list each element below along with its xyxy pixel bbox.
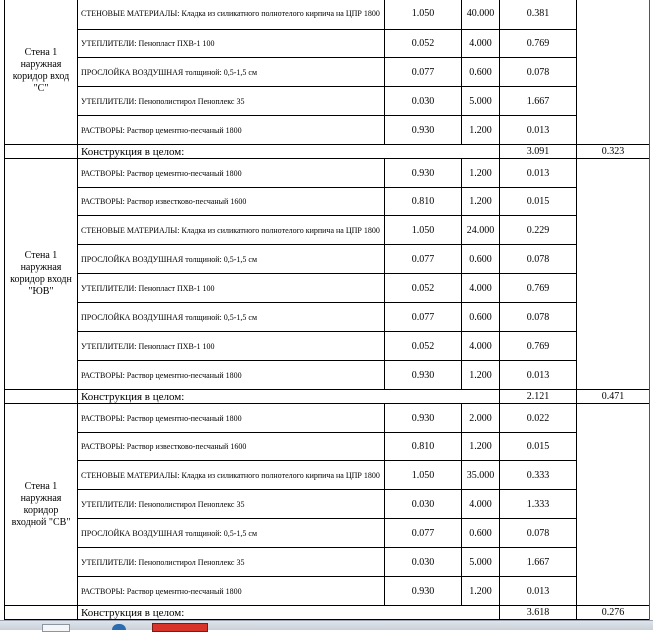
total-u-value: 0.323 <box>577 145 650 159</box>
resistance-value: 0.013 <box>500 116 577 145</box>
total-resistance: 2.121 <box>500 390 577 404</box>
table-row <box>5 461 650 490</box>
thickness-value: 1.200 <box>462 433 500 461</box>
table-row <box>5 332 650 361</box>
table-row <box>5 30 650 58</box>
taskbar-button[interactable] <box>42 624 70 632</box>
material-name: УТЕПЛИТЕЛИ: Пенопласт ПХВ-1 100 <box>78 30 385 58</box>
total-u-value: 0.276 <box>577 606 650 620</box>
conductivity-value: 0.052 <box>385 274 462 303</box>
material-name: УТЕПЛИТЕЛИ: Пенополистирол Пеноплекс 35 <box>78 548 385 577</box>
browser-icon[interactable] <box>112 624 126 630</box>
material-name: СТЕНОВЫЕ МАТЕРИАЛЫ: Кладка из силикатного полнотелого кирпича на ЦПР 1800 <box>78 0 385 30</box>
table-row <box>5 577 650 606</box>
resistance-value: 1.333 <box>500 490 577 519</box>
conductivity-value: 0.077 <box>385 303 462 332</box>
taskbar-app-icon[interactable] <box>152 623 208 632</box>
conductivity-value: 0.052 <box>385 332 462 361</box>
thermal-resistance-table <box>4 0 650 620</box>
material-name: УТЕПЛИТЕЛИ: Пенопласт ПХВ-1 100 <box>78 332 385 361</box>
thickness-value: 1.200 <box>462 159 500 188</box>
table-row <box>5 159 650 188</box>
resistance-value: 0.078 <box>500 303 577 332</box>
material-name: ПРОСЛОЙКА ВОЗДУШНАЯ толщиной: 0,5-1,5 см <box>78 245 385 274</box>
resistance-value: 0.015 <box>500 433 577 461</box>
resistance-value: 0.769 <box>500 30 577 58</box>
material-name: РАСТВОРЫ: Раствор цементно-песчаный 1800 <box>78 404 385 433</box>
table-row <box>5 188 650 216</box>
table-row <box>5 245 650 274</box>
thickness-value: 4.000 <box>462 332 500 361</box>
conductivity-value: 0.052 <box>385 30 462 58</box>
total-row <box>5 390 650 404</box>
thickness-value: 0.600 <box>462 245 500 274</box>
resistance-value: 0.015 <box>500 188 577 216</box>
material-name: РАСТВОРЫ: Раствор цементно-песчаный 1800 <box>78 116 385 145</box>
conductivity-value: 0.030 <box>385 87 462 116</box>
conductivity-value: 0.810 <box>385 188 462 216</box>
total-row <box>5 145 650 159</box>
resistance-value: 0.013 <box>500 159 577 188</box>
thickness-value: 0.600 <box>462 303 500 332</box>
resistance-value: 0.078 <box>500 519 577 548</box>
construction-title: Стена 1 наружная коридор вход "С" <box>5 0 78 145</box>
conductivity-value: 0.077 <box>385 245 462 274</box>
thickness-value: 40.000 <box>462 0 500 30</box>
table-row <box>5 0 650 30</box>
total-u-value: 0.471 <box>577 390 650 404</box>
thickness-value: 5.000 <box>462 548 500 577</box>
table-row <box>5 490 650 519</box>
resistance-value: 0.013 <box>500 577 577 606</box>
material-name: РАСТВОРЫ: Раствор известково-песчаный 1600 <box>78 433 385 461</box>
table-row <box>5 361 650 390</box>
thickness-value: 0.600 <box>462 519 500 548</box>
table-row <box>5 274 650 303</box>
construction-title: Стена 1 наружная коридор входной "СВ" <box>5 404 78 606</box>
thickness-value: 1.200 <box>462 361 500 390</box>
conductivity-value: 1.050 <box>385 216 462 245</box>
resistance-value: 0.769 <box>500 274 577 303</box>
total-resistance: 3.091 <box>500 145 577 159</box>
resistance-value: 0.078 <box>500 58 577 87</box>
thickness-value: 5.000 <box>462 87 500 116</box>
material-name: УТЕПЛИТЕЛИ: Пенопласт ПХВ-1 100 <box>78 274 385 303</box>
thickness-value: 0.600 <box>462 58 500 87</box>
resistance-value: 0.078 <box>500 245 577 274</box>
conductivity-value: 0.030 <box>385 548 462 577</box>
empty-u-cell <box>577 159 650 390</box>
table-row <box>5 548 650 577</box>
material-name: РАСТВОРЫ: Раствор цементно-песчаный 1800 <box>78 361 385 390</box>
thickness-value: 35.000 <box>462 461 500 490</box>
table-row <box>5 58 650 87</box>
conductivity-value: 0.930 <box>385 577 462 606</box>
empty-u-cell <box>577 0 650 145</box>
resistance-value: 0.769 <box>500 332 577 361</box>
conductivity-value: 0.077 <box>385 519 462 548</box>
resistance-value: 0.381 <box>500 0 577 30</box>
conductivity-value: 0.077 <box>385 58 462 87</box>
total-row <box>5 606 650 620</box>
table-row <box>5 303 650 332</box>
resistance-value: 0.229 <box>500 216 577 245</box>
thickness-value: 2.000 <box>462 404 500 433</box>
material-name: СТЕНОВЫЕ МАТЕРИАЛЫ: Кладка из силикатного полнотелого кирпича на ЦПР 1800 <box>78 216 385 245</box>
resistance-value: 1.667 <box>500 87 577 116</box>
resistance-value: 0.333 <box>500 461 577 490</box>
total-label: Конструкция в целом: <box>78 145 500 159</box>
conductivity-value: 0.930 <box>385 116 462 145</box>
conductivity-value: 0.030 <box>385 490 462 519</box>
total-row-blank <box>5 606 78 620</box>
thickness-value: 1.200 <box>462 116 500 145</box>
resistance-value: 0.013 <box>500 361 577 390</box>
empty-u-cell <box>577 404 650 606</box>
table-row <box>5 216 650 245</box>
table-row <box>5 404 650 433</box>
resistance-value: 1.667 <box>500 548 577 577</box>
material-name: ПРОСЛОЙКА ВОЗДУШНАЯ толщиной: 0,5-1,5 см <box>78 303 385 332</box>
material-name: РАСТВОРЫ: Раствор известково-песчаный 1600 <box>78 188 385 216</box>
construction-title: Стена 1 наружная коридор входн "ЮВ" <box>5 159 78 390</box>
thickness-value: 4.000 <box>462 30 500 58</box>
total-resistance: 3.618 <box>500 606 577 620</box>
material-name: ПРОСЛОЙКА ВОЗДУШНАЯ толщиной: 0,5-1,5 см <box>78 58 385 87</box>
material-name: РАСТВОРЫ: Раствор цементно-песчаный 1800 <box>78 577 385 606</box>
thickness-value: 24.000 <box>462 216 500 245</box>
material-name: УТЕПЛИТЕЛИ: Пенополистирол Пеноплекс 35 <box>78 87 385 116</box>
material-name: СТЕНОВЫЕ МАТЕРИАЛЫ: Кладка из силикатного полнотелого кирпича на ЦПР 1800 <box>78 461 385 490</box>
material-name: РАСТВОРЫ: Раствор цементно-песчаный 1800 <box>78 159 385 188</box>
table-row <box>5 87 650 116</box>
conductivity-value: 1.050 <box>385 461 462 490</box>
total-label: Конструкция в целом: <box>78 606 500 620</box>
table-row <box>5 519 650 548</box>
total-label: Конструкция в целом: <box>78 390 500 404</box>
thickness-value: 4.000 <box>462 490 500 519</box>
thickness-value: 4.000 <box>462 274 500 303</box>
conductivity-value: 1.050 <box>385 0 462 30</box>
conductivity-value: 0.930 <box>385 159 462 188</box>
material-name: ПРОСЛОЙКА ВОЗДУШНАЯ толщиной: 0,5-1,5 см <box>78 519 385 548</box>
total-row-blank <box>5 145 78 159</box>
conductivity-value: 0.930 <box>385 361 462 390</box>
thickness-value: 1.200 <box>462 577 500 606</box>
table-row <box>5 116 650 145</box>
table-row <box>5 433 650 461</box>
conductivity-value: 0.810 <box>385 433 462 461</box>
material-name: УТЕПЛИТЕЛИ: Пенополистирол Пеноплекс 35 <box>78 490 385 519</box>
conductivity-value: 0.930 <box>385 404 462 433</box>
total-row-blank <box>5 390 78 404</box>
thickness-value: 1.200 <box>462 188 500 216</box>
resistance-value: 0.022 <box>500 404 577 433</box>
page-edge-line <box>649 0 650 620</box>
